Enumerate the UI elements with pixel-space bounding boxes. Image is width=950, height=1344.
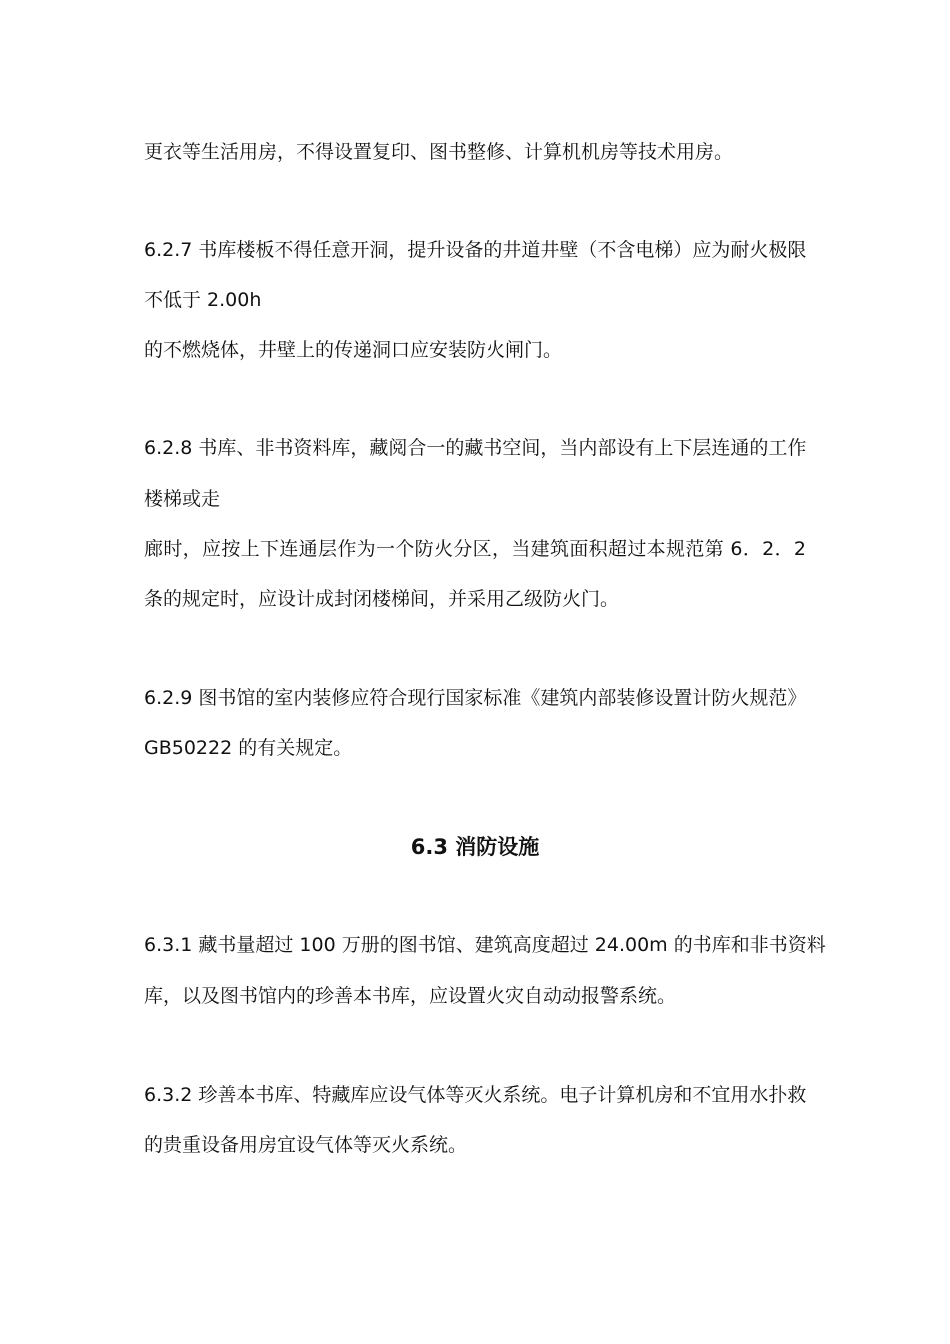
text-line: 更衣等生活用房，不得设置复印、图书整修、计算机机房等技术用房。 — [144, 141, 734, 163]
clause-6-2-9-line: 6.2.9 图书馆的室内装修应符合现行国家标准《建筑内部装修设置计防火规范》 — [144, 687, 807, 709]
text-line: 的不燃烧体，井壁上的传递洞口应安装防火闸门。 — [144, 339, 563, 361]
text-line: 条的规定时，应设计成封闭楼梯间，并采用乙级防火门。 — [144, 588, 620, 610]
clause-6-2-7-line: 6.2.7 书库楼板不得任意开洞，提升设备的井道井壁（不含电梯）应为耐火极限 — [144, 239, 807, 261]
section-heading: 6.3 消防设施 — [410, 835, 540, 859]
text-line: 不低于 2.00h — [144, 289, 262, 311]
clause-6-3-1-line: 6.3.1 藏书量超过 100 万册的图书馆、建筑高度超过 24.00m 的书库和非书资料 — [144, 934, 826, 956]
text-line: 廊时，应按上下连通层作为一个防火分区，当建筑面积超过本规范第 6．2．2 — [144, 538, 806, 560]
text-line: 的贵重设备用房宜设气体等灭火系统。 — [144, 1134, 468, 1156]
text-line: GB50222 的有关规定。 — [144, 737, 353, 759]
clause-6-3-2-line: 6.3.2 珍善本书库、特藏库应设气体等灭火系统。电子计算机房和不宜用水扑救 — [144, 1084, 807, 1106]
text-line: 库，以及图书馆内的珍善本书库，应设置火灾自动动报警系统。 — [144, 985, 677, 1007]
text-line: 楼梯或走 — [144, 488, 221, 510]
clause-6-2-8-line: 6.2.8 书库、非书资料库，藏阅合一的藏书空间，当内部设有上下层连通的工作 — [144, 437, 807, 459]
